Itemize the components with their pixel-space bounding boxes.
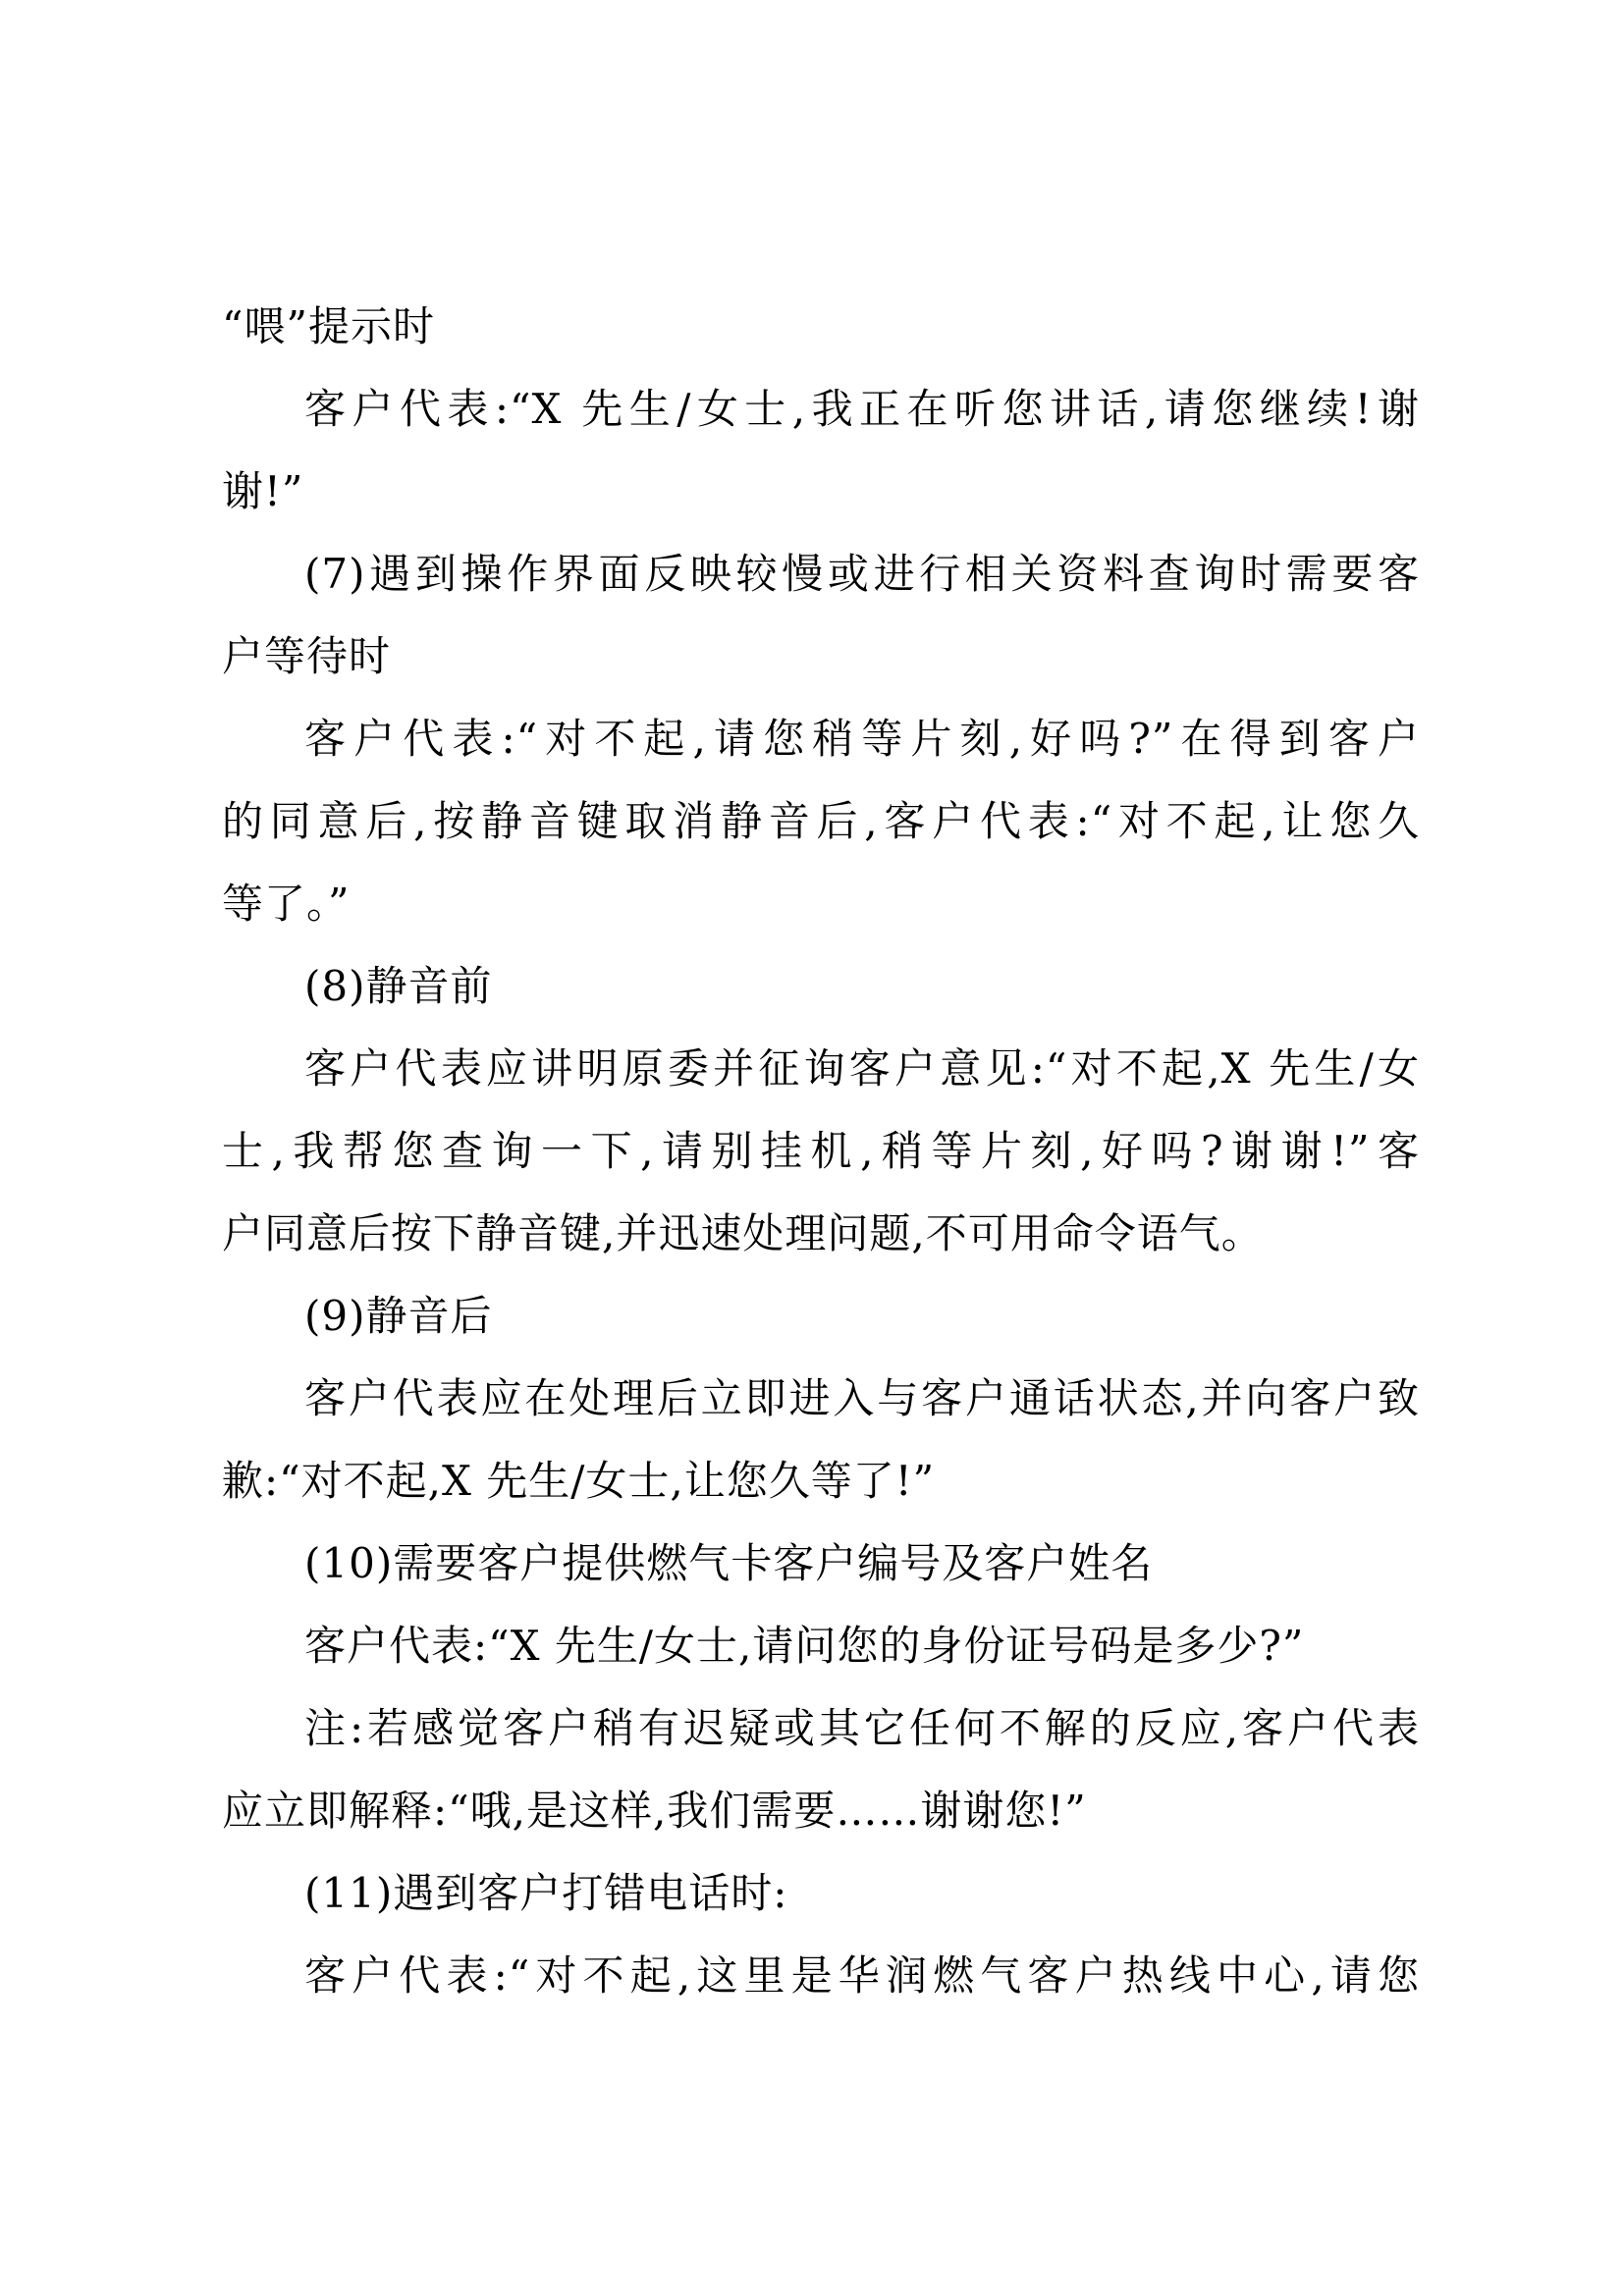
- text-line: (11)遇到客户打错电话时:: [304, 1869, 788, 1917]
- text-line: 客户代表:“X 先生/女士,请问您的身份证号码是多少?”: [304, 1622, 1305, 1670]
- text-line: 应立即解释:“哦,是这样,我们需要……谢谢您!”: [222, 1787, 1087, 1835]
- text-line: 等了。”: [222, 880, 351, 928]
- text-line: 的同意后,按静音键取消静音后,客户代表:“对不起,让您久: [222, 797, 1420, 845]
- text-line: 户同意后按下静音键,并迅速处理问题,不可用命令语气。: [222, 1209, 1264, 1257]
- text-line: (9)静音后: [304, 1292, 493, 1340]
- text-line: 客户代表:“对不起,这里是华润燃气客户热线中心,请您: [304, 1951, 1420, 2000]
- text-line: 客户代表:“对不起,请您稍等片刻,好吗?”在得到客户: [304, 715, 1420, 763]
- text-line: 谢!”: [222, 467, 304, 515]
- text-line: “喂”提示时: [222, 302, 435, 350]
- text-line: (7)遇到操作界面反映较慢或进行相关资料查询时需要客: [304, 550, 1420, 598]
- text-line: (10)需要客户提供燃气卡客户编号及客户姓名: [304, 1539, 1154, 1587]
- text-line: 歉:“对不起,X 先生/女士,让您久等了!”: [222, 1457, 936, 1505]
- text-line: 客户代表:“X 先生/女士,我正在听您讲话,请您继续!谢: [304, 385, 1420, 433]
- text-line: 客户代表应讲明原委并征询客户意见:“对不起,X 先生/女: [304, 1044, 1420, 1093]
- text-line: 士,我帮您查询一下,请别挂机,稍等片刻,好吗?谢谢!”客: [222, 1127, 1420, 1175]
- text-line: (8)静音前: [304, 962, 493, 1010]
- text-block: [222, 286, 1420, 2017]
- text-line: 注:若感觉客户稍有迟疑或其它任何不解的反应,客户代表: [304, 1704, 1420, 1752]
- text-line: 户等待时: [222, 632, 392, 680]
- text-line: 客户代表应在处理后立即进入与客户通话状态,并向客户致: [304, 1374, 1420, 1422]
